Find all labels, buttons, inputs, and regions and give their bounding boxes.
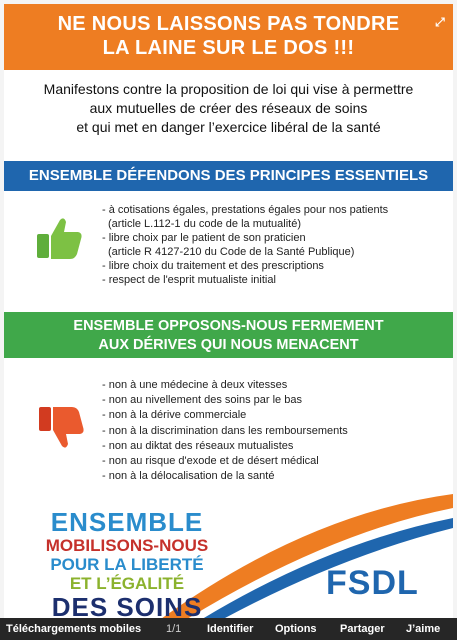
list-item: - respect de l'esprit mutualiste initial bbox=[102, 274, 276, 286]
section-oppose-line-1: ENSEMBLE OPPOSONS-NOUS FERMEMENT bbox=[73, 318, 384, 334]
list-item: - non à la dérive commerciale bbox=[102, 409, 247, 422]
oppose-list bbox=[102, 378, 447, 484]
slogan-line: ET L’ÉGALITÉ bbox=[69, 574, 185, 593]
slogan-line: DES SOINS bbox=[51, 592, 203, 618]
intro-line: et qui met en danger l’exercice libéral de la santé bbox=[76, 119, 381, 135]
list-item: - non au diktat des réseaux mutualistes bbox=[102, 439, 294, 452]
options-button[interactable]: Options bbox=[275, 623, 317, 635]
slogan-line: ENSEMBLE bbox=[50, 507, 204, 537]
headline-line-2: LA LAINE SUR LE DOS !!! bbox=[102, 37, 355, 59]
section-oppose-title bbox=[4, 312, 453, 358]
like-button[interactable]: J’aime bbox=[406, 623, 441, 635]
intro-text bbox=[4, 80, 453, 137]
slogan bbox=[12, 508, 242, 618]
expand-icon[interactable]: ⤢ bbox=[435, 15, 445, 29]
poster-image bbox=[4, 4, 453, 618]
slogan-line: POUR LA LIBERTÉ bbox=[50, 555, 204, 574]
slogan-line: MOBILISONS-NOUS bbox=[45, 536, 209, 555]
section-oppose-line-2: AUX DÉRIVES QUI NOUS MENACENT bbox=[98, 337, 359, 353]
fsdl-logo: FSDL bbox=[326, 564, 419, 602]
section-principles-title: ENSEMBLE DÉFENDONS DES PRINCIPES ESSENTIELS bbox=[4, 161, 453, 191]
principles-list bbox=[102, 203, 447, 287]
intro-line: aux mutuelles de créer des réseaux de soins bbox=[89, 100, 368, 116]
viewer-bottom-bar bbox=[0, 618, 457, 640]
list-item: - libre choix par le patient de son praticien bbox=[102, 232, 306, 244]
album-link[interactable]: Téléchargements mobiles bbox=[6, 623, 142, 635]
identify-button[interactable]: Identifier bbox=[207, 623, 254, 635]
headline-banner bbox=[4, 4, 453, 70]
thumbs-down-icon bbox=[36, 402, 86, 452]
intro-line: Manifestons contre la proposition de loi qui vise à permettre bbox=[43, 81, 414, 97]
list-item: (article R 4127-210 du Code de la Santé Publique) bbox=[108, 246, 355, 258]
list-item: - non au nivellement des soins par le bas bbox=[102, 394, 302, 407]
list-item: - non au risque d'exode et de désert médical bbox=[102, 455, 319, 468]
list-item: - non à la délocalisation de la santé bbox=[102, 470, 275, 483]
headline-line-1: NE NOUS LAISSONS PAS TONDRE bbox=[57, 13, 400, 35]
list-item: - non à une médecine à deux vitesses bbox=[102, 379, 288, 391]
photo-counter: 1/1 bbox=[166, 623, 182, 635]
list-item: - libre choix du traitement et des prescriptions bbox=[102, 260, 324, 272]
share-button[interactable]: Partager bbox=[340, 623, 385, 635]
list-item: (article L.112-1 du code de la mutualité) bbox=[108, 218, 302, 230]
list-item: - non à la discrimination dans les remboursements bbox=[102, 424, 348, 437]
thumbs-up-icon bbox=[34, 214, 84, 264]
list-item: - à cotisations égales, prestations égales pour nos patients bbox=[102, 204, 389, 216]
